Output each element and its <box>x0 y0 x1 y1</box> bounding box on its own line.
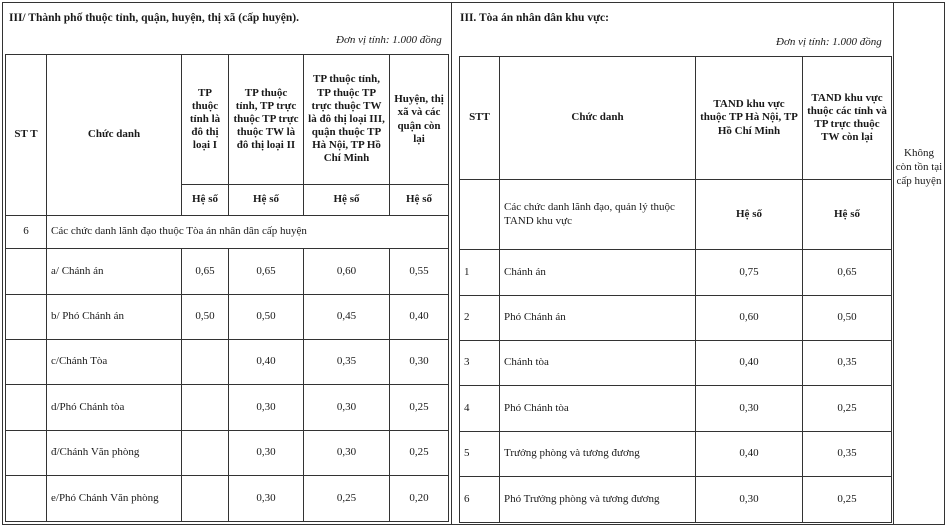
header-col3: TP thuộc tỉnh, TP thuộc TP trực thuộc TW là đô thị loại III, quận thuộc TP Hà Nội, TP Hồ Chí Minh <box>304 55 390 185</box>
table-row <box>460 341 892 386</box>
header-col4: Huyện, thị xã và các quận còn lại <box>390 55 449 185</box>
group-stt: 6 <box>6 216 47 249</box>
header-col1: TAND khu vực thuộc TP Hà Nội, TP Hồ Chí Minh <box>696 57 803 180</box>
row-label: Phó Chánh tòa <box>500 386 696 432</box>
row-stt: 1 <box>460 250 500 296</box>
row-value: 0,30 <box>304 431 390 476</box>
row-value: 0,45 <box>304 295 390 340</box>
row-value: 0,40 <box>696 341 803 386</box>
row-label: a/ Chánh án <box>47 249 182 295</box>
row-label: Trưởng phòng và tương đương <box>500 432 696 477</box>
row-label: e/Phó Chánh Văn phòng <box>47 476 182 522</box>
row-value: 0,25 <box>304 476 390 522</box>
row-value <box>182 385 229 431</box>
row-label: b/ Phó Chánh án <box>47 295 182 340</box>
table-row <box>6 476 449 522</box>
row-value: 0,50 <box>803 296 892 341</box>
table-row <box>6 340 449 385</box>
row-label: đ/Chánh Văn phòng <box>47 431 182 476</box>
right-section-title: III. Tòa án nhân dân khu vực: <box>460 12 609 24</box>
row-stt: 3 <box>460 341 500 386</box>
right-unit-note: Đơn vị tính: 1.000 đồng <box>776 36 882 48</box>
row-label: Phó Chánh án <box>500 296 696 341</box>
row-value: 0,30 <box>696 386 803 432</box>
table-row <box>460 296 892 341</box>
row-value: 0,60 <box>304 249 390 295</box>
left-unit-note: Đơn vị tính: 1.000 đồng <box>336 34 442 46</box>
header-col2: TAND khu vực thuộc các tỉnh và TP trực thuộc TW còn lại <box>803 57 892 180</box>
row-value: 0,30 <box>304 385 390 431</box>
row-label: Chánh án <box>500 250 696 296</box>
column-divider-right <box>893 2 894 525</box>
left-coefficient-table <box>5 54 449 522</box>
row-value: 0,30 <box>390 340 449 385</box>
row-value: 0,65 <box>803 250 892 296</box>
header-position: Chức danh <box>47 55 182 216</box>
header-coef: Hệ số <box>803 180 892 250</box>
row-value: 0,55 <box>390 249 449 295</box>
header-col1: TP thuộc tỉnh là đô thị loại I <box>182 55 229 185</box>
table-row <box>6 431 449 476</box>
row-value <box>182 431 229 476</box>
row-label: d/Phó Chánh tòa <box>47 385 182 431</box>
row-value: 0,30 <box>229 385 304 431</box>
row-value: 0,40 <box>696 432 803 477</box>
header-stt: STT <box>460 57 500 180</box>
header-coef: Hệ số <box>229 185 304 216</box>
row-value: 0,35 <box>304 340 390 385</box>
row-label: Chánh tòa <box>500 341 696 386</box>
table-row <box>460 386 892 432</box>
row-value: 0,50 <box>229 295 304 340</box>
header-coef: Hệ số <box>390 185 449 216</box>
table-row <box>6 249 449 295</box>
row-stt: 6 <box>460 477 500 523</box>
left-section-title: III/ Thành phố thuộc tỉnh, quận, huyện, thị xã (cấp huyện). <box>9 12 299 24</box>
row-value: 0,50 <box>182 295 229 340</box>
group-row <box>460 180 892 250</box>
row-value: 0,25 <box>803 386 892 432</box>
table-row <box>460 477 892 523</box>
row-stt: 4 <box>460 386 500 432</box>
row-value: 0,35 <box>803 432 892 477</box>
header-coef: Hệ số <box>182 185 229 216</box>
row-value: 0,35 <box>803 341 892 386</box>
row-value: 0,25 <box>390 431 449 476</box>
header-stt: ST T <box>6 55 47 216</box>
table-row <box>6 385 449 431</box>
header-position: Chức danh <box>500 57 696 180</box>
right-coefficient-table <box>459 56 892 523</box>
row-value: 0,60 <box>696 296 803 341</box>
group-label: Các chức danh lãnh đạo thuộc Tòa án nhân dân cấp huyện <box>47 216 449 249</box>
table-row <box>6 295 449 340</box>
group-label: Các chức danh lãnh đạo, quản lý thuộc TAND khu vực <box>500 180 696 250</box>
header-col2: TP thuộc tỉnh, TP trực thuộc TP trực thuộc TW là đô thị loại II <box>229 55 304 185</box>
row-value <box>182 340 229 385</box>
row-value <box>182 476 229 522</box>
row-value: 0,75 <box>696 250 803 296</box>
row-value: 0,20 <box>390 476 449 522</box>
row-value: 0,65 <box>182 249 229 295</box>
row-stt: 5 <box>460 432 500 477</box>
header-coef: Hệ số <box>696 180 803 250</box>
row-value: 0,30 <box>696 477 803 523</box>
column-divider-left <box>451 2 452 525</box>
row-value: 0,30 <box>229 431 304 476</box>
row-value: 0,40 <box>229 340 304 385</box>
row-value: 0,25 <box>803 477 892 523</box>
row-label: c/Chánh Tòa <box>47 340 182 385</box>
side-note: Không còn tồn tại cấp huyện <box>895 147 943 187</box>
row-label: Phó Trưởng phòng và tương đương <box>500 477 696 523</box>
row-stt: 2 <box>460 296 500 341</box>
table-row <box>460 250 892 296</box>
group-row <box>6 216 449 249</box>
row-value: 0,40 <box>390 295 449 340</box>
row-value: 0,25 <box>390 385 449 431</box>
header-coef: Hệ số <box>304 185 390 216</box>
row-value: 0,65 <box>229 249 304 295</box>
table-row <box>460 432 892 477</box>
row-value: 0,30 <box>229 476 304 522</box>
